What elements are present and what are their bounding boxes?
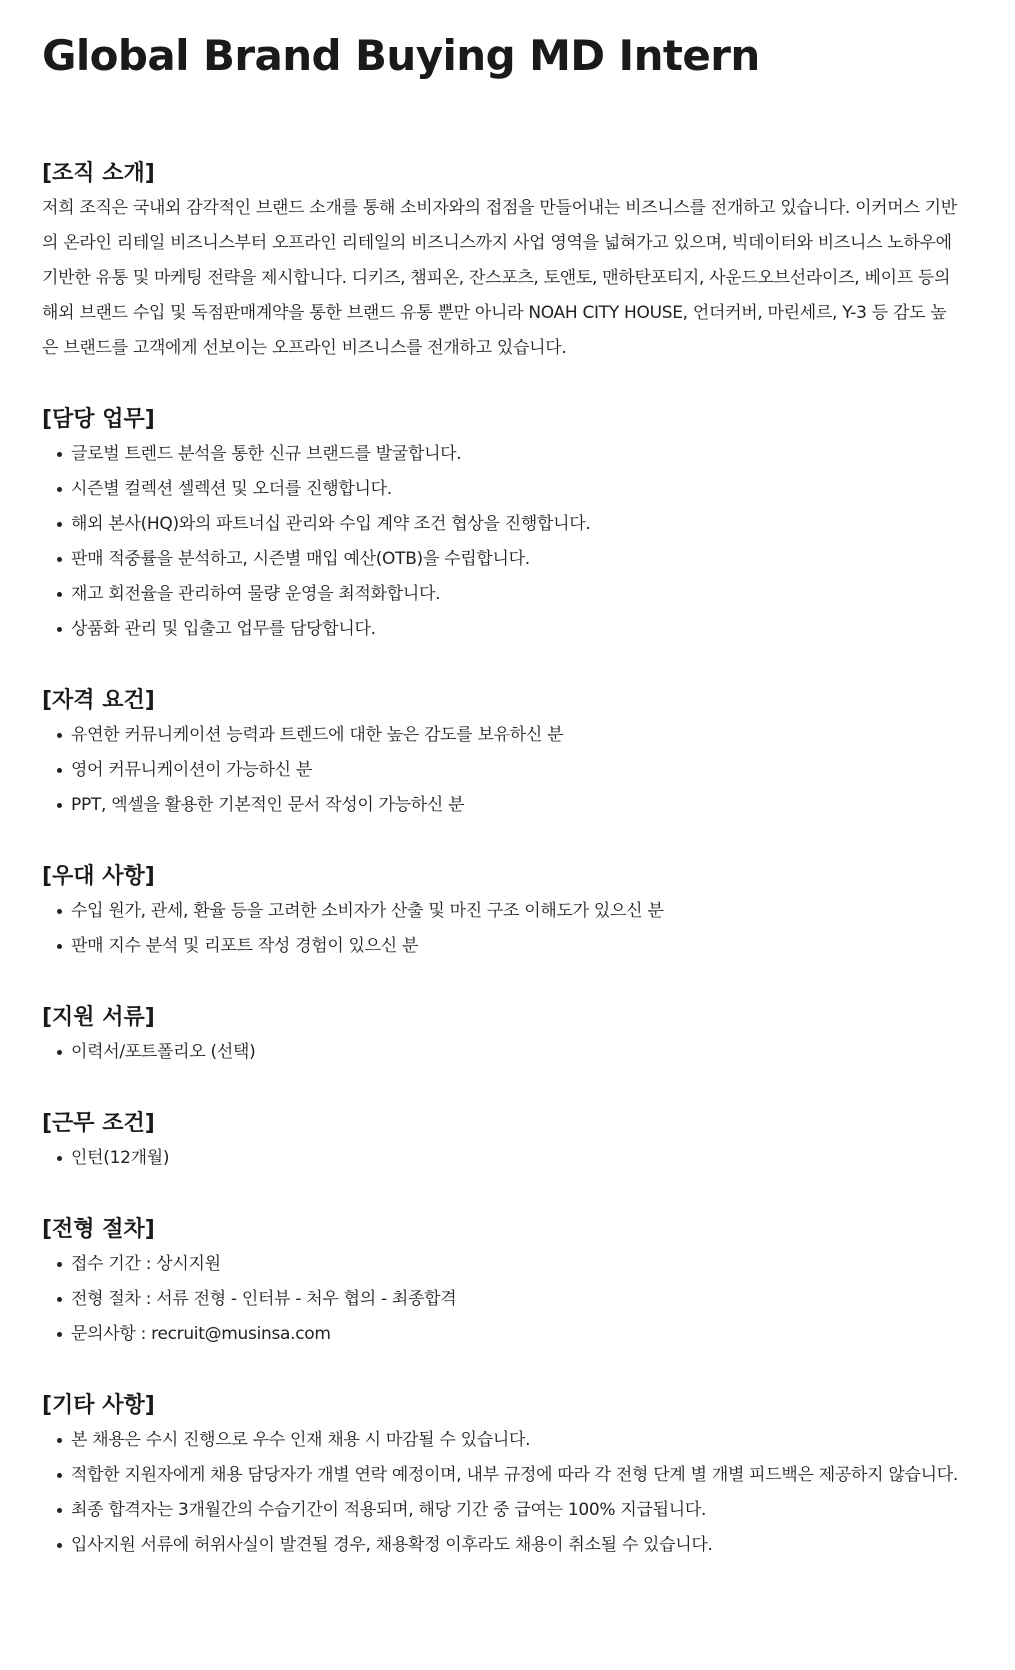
list-item	[42, 472, 960, 507]
bullet-icon	[57, 1297, 62, 1302]
list-item	[42, 1423, 960, 1458]
bullet-icon	[57, 452, 62, 457]
list-item-text: PPT, 엑셀을 활용한 기본적인 문서 작성이 가능하신 분	[71, 795, 465, 815]
list-item	[42, 1141, 960, 1176]
bullet-icon	[57, 627, 62, 632]
list-item-text: 최종 합격자는 3개월간의 수습기간이 적용되며, 해당 기간 중 급여는 100% 지급됩니다.	[71, 1500, 707, 1520]
section-heading: [담당 업무]	[42, 407, 155, 432]
list-item-text: 상품화 관리 및 입출고 업무를 담당합니다.	[71, 619, 376, 639]
list-item-text: 판매 지수 분석 및 리포트 작성 경험이 있으신 분	[71, 936, 419, 956]
list-item	[42, 1317, 960, 1352]
bullet-icon	[57, 1438, 62, 1443]
list-item-text: 해외 본사(HQ)와의 파트너십 관리와 수입 계약 조건 협상을 진행합니다.	[71, 514, 591, 534]
list-item-text: 유연한 커뮤니케이션 능력과 트렌드에 대한 높은 감도를 보유하신 분	[71, 725, 564, 745]
list-item-text: 문의사항 : recruit@musinsa.com	[71, 1324, 331, 1344]
section-preferred	[42, 860, 960, 964]
section-duties	[42, 403, 960, 647]
list-item-text: 전형 절차 : 서류 전형 - 인터뷰 - 처우 협의 - 최종합격	[71, 1289, 457, 1309]
list-item	[42, 437, 960, 472]
list-item	[42, 577, 960, 612]
conditions-list	[42, 1141, 960, 1176]
list-item-text: 판매 적중률을 분석하고, 시즌별 매입 예산(OTB)을 수립합니다.	[71, 549, 530, 569]
list-item-text: 수입 원가, 관세, 환율 등을 고려한 소비자가 산출 및 마진 구조 이해도가 있으신 분	[71, 901, 664, 921]
list-item-text: 재고 회전율을 관리하여 물량 운영을 최적화합니다.	[71, 584, 441, 604]
section-organization-intro	[42, 157, 960, 366]
bullet-icon	[57, 1332, 62, 1337]
list-item-text: 적합한 지원자에게 채용 담당자가 개별 연락 예정이며, 내부 규정에 따라 각 전형 단계 별 개별 피드백은 제공하지 않습니다.	[71, 1465, 958, 1485]
section-heading: [지원 서류]	[42, 1005, 155, 1030]
intro-paragraph: 저희 조직은 국내외 감각적인 브랜드 소개를 통해 소비자와의 접점을 만들어내는 비즈니스를 전개하고 있습니다. 이커머스 기반의 온라인 리테일 비즈니스부터 오프라인 리테일의 비즈니스까지 사업 영역을 넓혀가고 있으며, 빅데이터와 비즈니스 노하우에 기반한 유통 및 마케팅 전략을 제시합니다. 디키즈, 챔피온, 잔스포츠, 토앤토, 맨하탄포티지, 사운드오브선라이즈, 베이프 등의 해외 브랜드 수입 및 독점판매계약을 통한 브랜드 유통 뿐만 아니라 NOAH CITY HOUSE, 언더커버, 마린세르, Y-3 등 감도 높은 브랜드를 고객에게 선보이는 오프라인 비즈니스를 전개하고 있습니다.	[42, 198, 957, 358]
bullet-icon	[57, 733, 62, 738]
list-item-text: 접수 기간 : 상시지원	[71, 1254, 221, 1274]
bullet-icon	[57, 487, 62, 492]
section-heading: [근무 조건]	[42, 1111, 155, 1136]
list-item-text: 이력서/포트폴리오 (선택)	[71, 1042, 256, 1062]
list-item	[42, 1458, 960, 1493]
preferred-list	[42, 894, 960, 964]
section-heading: [전형 절차]	[42, 1217, 155, 1242]
bullet-icon	[57, 1508, 62, 1513]
bullet-icon	[57, 1156, 62, 1161]
section-heading: [우대 사항]	[42, 864, 155, 889]
section-heading: [조직 소개]	[42, 161, 155, 186]
bullet-icon	[57, 1473, 62, 1478]
process-list	[42, 1247, 960, 1352]
list-item	[42, 788, 960, 823]
list-item	[42, 1282, 960, 1317]
duties-list	[42, 437, 960, 647]
bullet-icon	[57, 1262, 62, 1267]
bullet-icon	[57, 944, 62, 949]
list-item-text: 글로벌 트렌드 분석을 통한 신규 브랜드를 발굴합니다.	[71, 444, 462, 464]
list-item	[42, 542, 960, 577]
list-item	[42, 1247, 960, 1282]
list-item	[42, 929, 960, 964]
bullet-icon	[57, 768, 62, 773]
list-item	[42, 718, 960, 753]
section-heading: [자격 요건]	[42, 688, 155, 713]
list-item	[42, 1528, 960, 1563]
list-item	[42, 1035, 960, 1070]
list-item-text: 본 채용은 수시 진행으로 우수 인재 채용 시 마감될 수 있습니다.	[71, 1430, 531, 1450]
section-process	[42, 1213, 960, 1352]
etc-list	[42, 1423, 960, 1563]
list-item-text: 영어 커뮤니케이션이 가능하신 분	[71, 760, 313, 780]
list-item	[42, 753, 960, 788]
list-item	[42, 1493, 960, 1528]
section-heading: [기타 사항]	[42, 1393, 155, 1418]
requirements-list	[42, 718, 960, 823]
section-conditions	[42, 1107, 960, 1176]
bullet-icon	[57, 522, 62, 527]
bullet-icon	[57, 1050, 62, 1055]
section-etc	[42, 1389, 960, 1563]
documents-list	[42, 1035, 960, 1070]
list-item-text: 시즌별 컬렉션 셀렉션 및 오더를 진행합니다.	[71, 479, 392, 499]
bullet-icon	[57, 592, 62, 597]
list-item-text: 입사지원 서류에 허위사실이 발견될 경우, 채용확정 이후라도 채용이 취소될 수 있습니다.	[71, 1535, 713, 1555]
bullet-icon	[57, 1543, 62, 1548]
list-item	[42, 612, 960, 647]
list-item-text: 인턴(12개월)	[71, 1148, 170, 1168]
section-requirements	[42, 684, 960, 823]
section-documents	[42, 1001, 960, 1070]
bullet-icon	[57, 909, 62, 914]
bullet-icon	[57, 803, 62, 808]
list-item	[42, 507, 960, 542]
page-title: Global Brand Buying MD Intern	[42, 31, 760, 80]
bullet-icon	[57, 557, 62, 562]
list-item	[42, 894, 960, 929]
